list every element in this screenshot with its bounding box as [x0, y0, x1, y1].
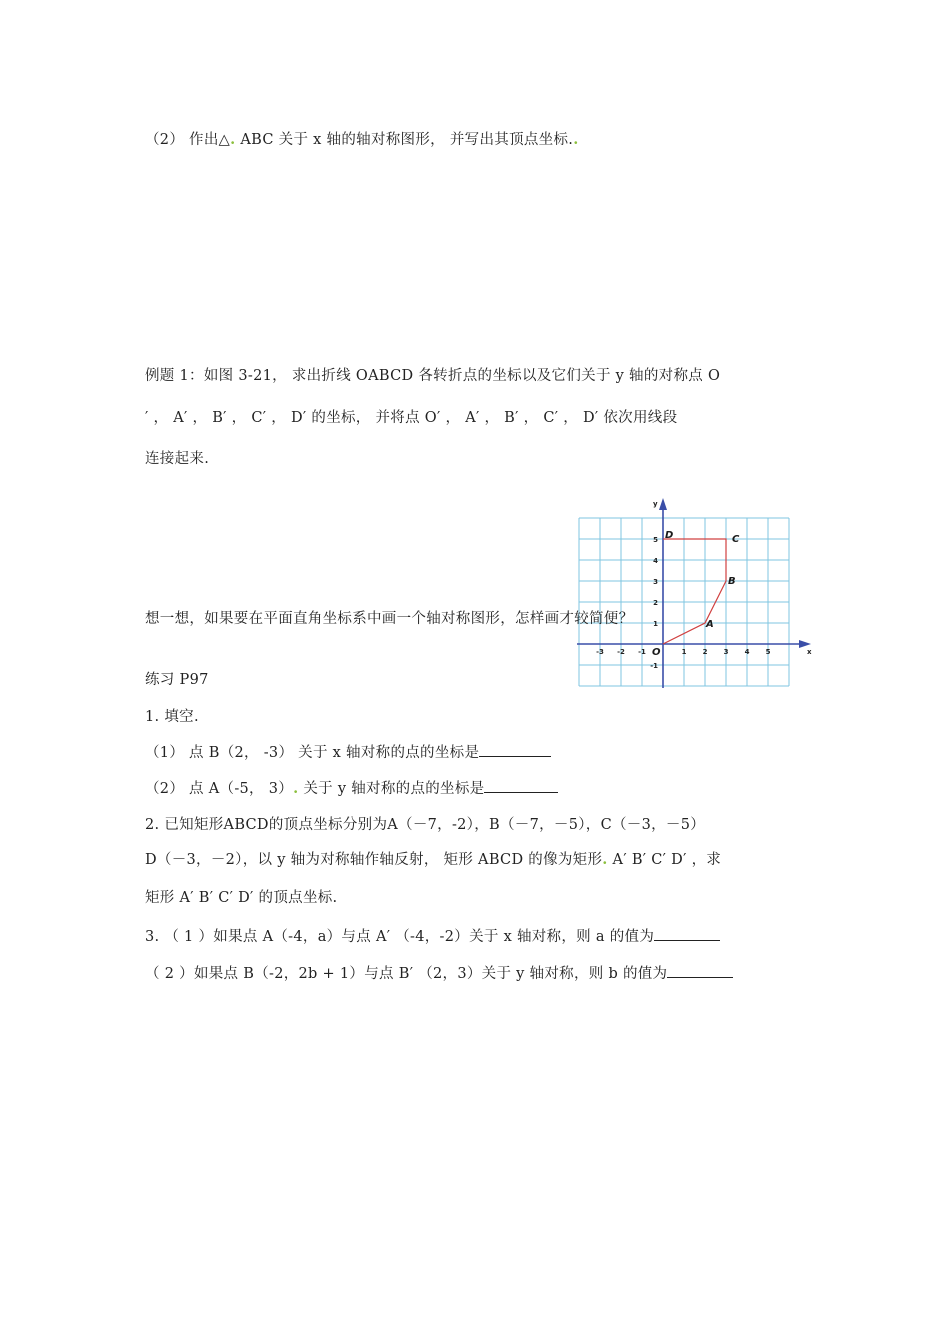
question-2-line [145, 128, 579, 149]
bullet-dot: . [230, 131, 236, 148]
x-tick-label: 1 [681, 648, 687, 656]
bullet-dot: . [293, 780, 299, 797]
x-tick-label: -2 [617, 648, 625, 656]
example-line-1: 例题 1：如图 3-21， 求出折线 OABCD 各转折点的坐标以及它们关于 y 轴的对称点 O [145, 368, 721, 384]
example-line-3: 连接起来. [145, 451, 210, 467]
grid-lines [579, 518, 789, 686]
practice-title: 练习 P97 [145, 672, 209, 688]
x-axis-label: x [807, 648, 812, 656]
bullet-dot: . [573, 131, 579, 148]
q3-a-text: 3. （ 1 ）如果点 A（-4，a）与点 A′ （-4，-2）关于 x 轴对称，则 a 的值为 [145, 929, 655, 945]
q1-title: 1. 填空. [145, 709, 199, 725]
y-tick-label: 2 [653, 599, 658, 607]
think-text: 想一想，如果要在平面直角坐标系中画一个轴对称图形，怎样画才较简便？ [145, 611, 634, 627]
q2-line2-post: A′ B′ C′ D′ ，求 [607, 852, 722, 868]
example-line-2: ′ ， A′ ， B′ ， C′ ， D′ 的坐标， 并将点 O′ ， A′ ， B′ ， C′ ， D′ 依次用线段 [145, 410, 678, 426]
point-label-b: B [728, 576, 736, 587]
axes [577, 498, 812, 688]
answer-blank[interactable] [667, 963, 733, 978]
coordinate-graph [576, 496, 812, 688]
point-label-d: D [665, 530, 674, 541]
q2-prefix: （2） 作出△ [145, 132, 231, 148]
y-tick-label: 3 [653, 578, 658, 586]
polyline-series [663, 530, 740, 644]
q3-part-a [145, 925, 720, 946]
y-tick-label: 4 [653, 557, 658, 565]
q2-line2-pre: D（－3，－2），以 y 轴为对称轴作轴反射， 矩形 ABCD 的像为矩形 [145, 852, 603, 868]
tick-labels [596, 536, 770, 670]
point-label-c: C [732, 534, 740, 545]
q1-b-pre: （2） 点 A（-5， 3） [145, 781, 294, 797]
q3-part-b [145, 962, 733, 983]
polyline-oabcd [663, 539, 726, 644]
answer-blank[interactable] [654, 926, 720, 941]
x-tick-label: -1 [638, 648, 646, 656]
y-tick-label: 1 [653, 620, 658, 628]
y-axis-arrow [659, 498, 667, 510]
origin-label: O [652, 647, 661, 658]
q1-part-b [145, 777, 558, 798]
bullet-dot: . [602, 851, 608, 868]
q1-b-post: 关于 y 轴对称的点的坐标是 [298, 781, 485, 797]
point-label-a: A [706, 619, 714, 630]
q3-b-text: （ 2 ）如果点 B（-2，2b + 1）与点 B′ （2，3）关于 y 轴对称，则 b 的值为 [145, 966, 668, 982]
q2-line-2 [145, 848, 721, 869]
q1-part-a [145, 741, 551, 762]
y-axis-label: y [653, 500, 658, 508]
y-tick-label: 5 [653, 536, 658, 544]
q2-line-3: 矩形 A′ B′ C′ D′ 的顶点坐标. [145, 890, 338, 906]
q2-line-1: 2. 已知矩形ABCD的顶点坐标分别为A（－7，-2），B（－7，－5），C（－3，－5） [145, 817, 706, 833]
x-tick-label: 2 [702, 648, 708, 656]
x-tick-label: 5 [765, 648, 771, 656]
q2-mid: ABC 关于 x 轴的轴对称图形， 并写出其顶点坐标. [235, 132, 574, 148]
x-tick-label: 4 [744, 648, 750, 656]
answer-blank[interactable] [484, 778, 558, 793]
x-tick-label: 3 [723, 648, 729, 656]
x-tick-label: -3 [596, 648, 604, 656]
q1-a-text: （1） 点 B（2， -3） 关于 x 轴对称的点的坐标是 [145, 745, 480, 761]
x-axis-arrow [799, 640, 811, 648]
answer-blank[interactable] [479, 742, 551, 757]
y-tick-label: -1 [650, 662, 658, 670]
